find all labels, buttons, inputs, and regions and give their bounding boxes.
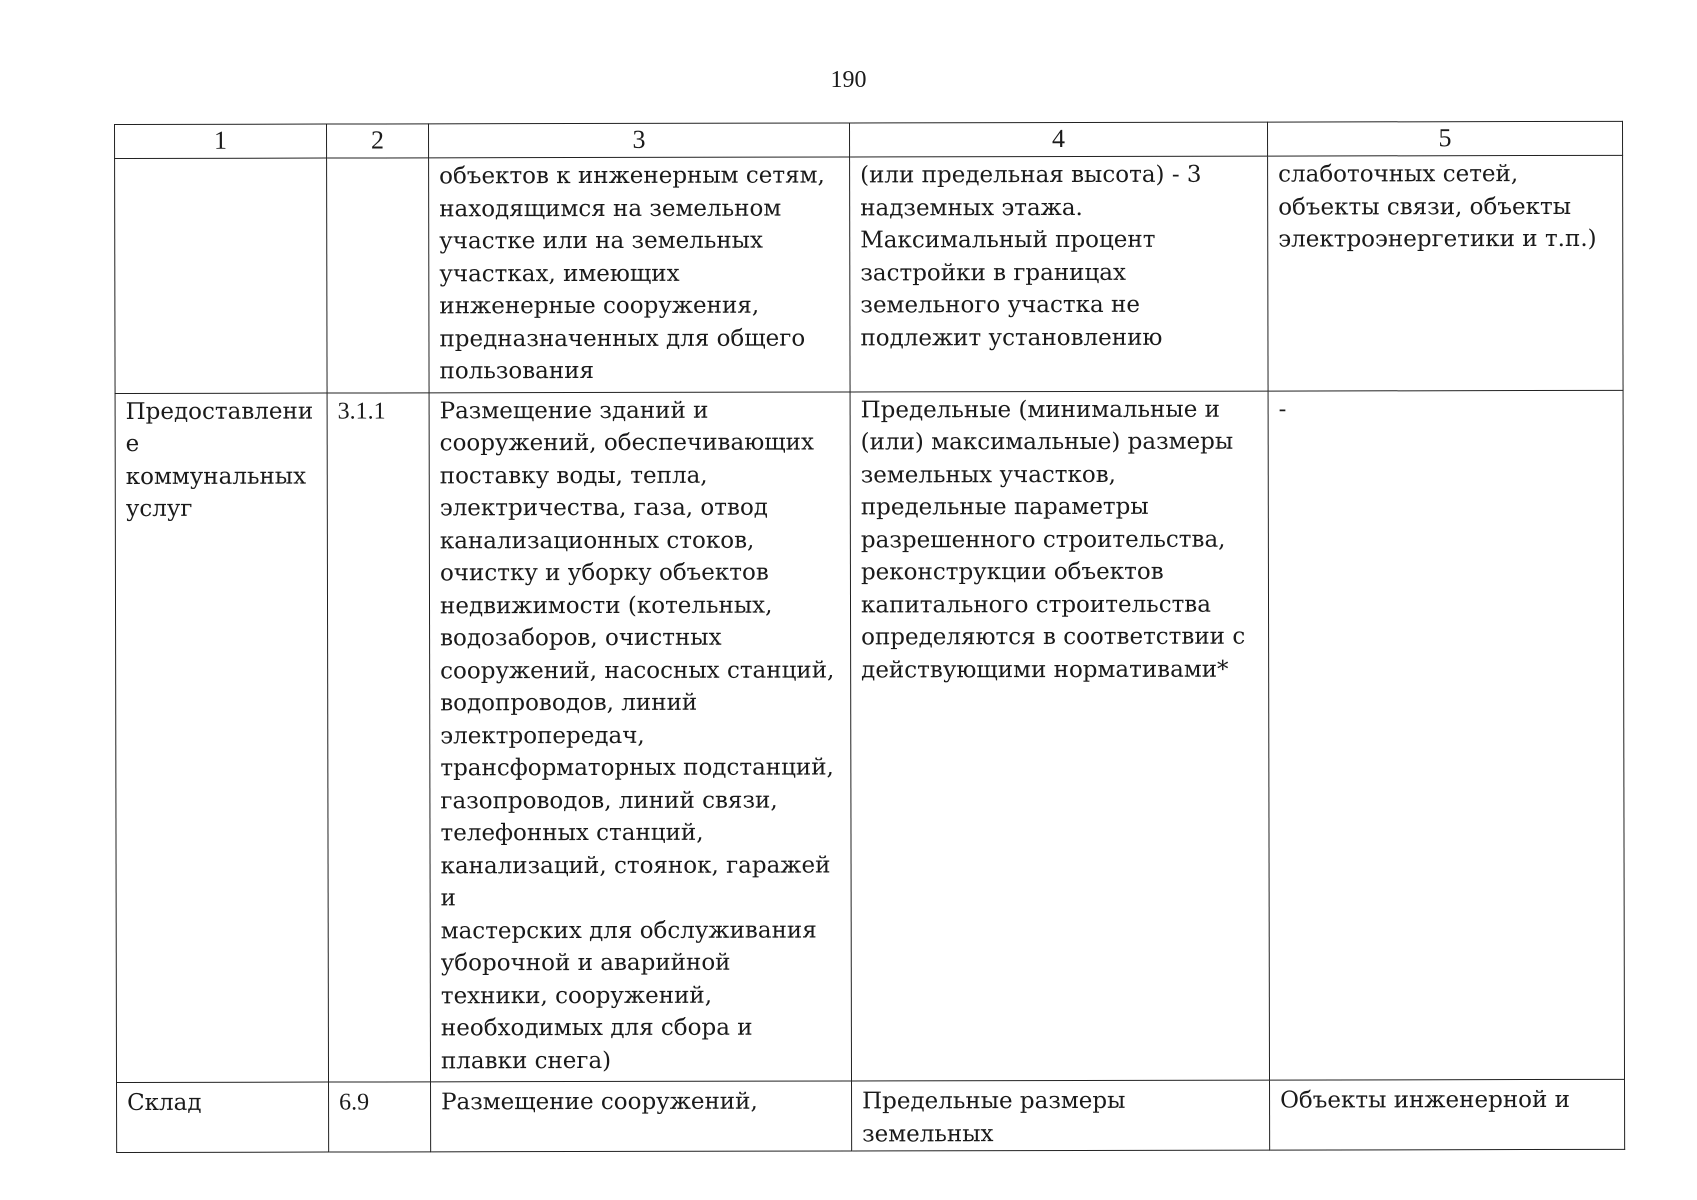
- cell-parameters: Предельные (минимальные и (или) максимальные) размеры земельных участков, предельные параметры разрешенного строительства, реконструкции объектов капитального строительства определяются в соответствии с действующими нормативами*: [850, 391, 1269, 1081]
- header-cell-1: 1: [115, 124, 327, 158]
- cell-code: 3.1.1: [327, 392, 430, 1082]
- cell-related-objects: слаботочных сетей, объекты связи, объекты электроэнергетики и т.п.): [1268, 155, 1623, 390]
- page-number: 190: [830, 67, 867, 93]
- table-row: [115, 390, 1624, 1083]
- table-row: [117, 1079, 1625, 1152]
- header-cell-3: 3: [429, 123, 850, 158]
- cell-code: 6.9: [329, 1082, 431, 1152]
- land-use-table: [114, 121, 1625, 1153]
- cell-related-objects: -: [1268, 390, 1624, 1080]
- cell-description: объектов к инженерным сетям, находящимся на земельном участке или на земельных участках, имеющих инженерные сооружения, предназначенных для общего пользования: [429, 157, 850, 392]
- table-row: [115, 155, 1623, 393]
- cell-use-name: Предоставлени е коммунальных услуг: [115, 393, 328, 1083]
- cell-description: Размещение зданий и сооружений, обеспечивающих поставку воды, тепла, электричества, газа, отвод канализационных стоков, очистку и уборку объектов недвижимости (котельных, водозаборов, очистных сооружений, насосных станций, водопроводов, линий электропередач, трансформаторных подстанций, газопроводов, линий связи, телефонных станций, канализаций, стоянок, гаражей и мастерских для обслуживания уборочной и аварийной техники, сооружений, необходимых для сбора и плавки снега): [429, 391, 851, 1081]
- cell-code: [327, 158, 429, 393]
- cell-description: Размещение сооружений,: [431, 1081, 852, 1152]
- cell-parameters: (или предельная высота) - 3 надземных этажа. Максимальный процент застройки в границах земельного участка не подлежит установлению: [850, 156, 1268, 391]
- cell-related-objects: Объекты инженерной и: [1270, 1079, 1625, 1150]
- header-cell-5: 5: [1267, 121, 1622, 156]
- cell-use-name: [115, 158, 327, 393]
- header-cell-2: 2: [327, 124, 429, 158]
- cell-use-name: Склад: [117, 1082, 329, 1152]
- cell-parameters: Предельные размеры земельных: [852, 1080, 1270, 1151]
- header-cell-4: 4: [849, 122, 1267, 157]
- table-header-row: [115, 121, 1623, 158]
